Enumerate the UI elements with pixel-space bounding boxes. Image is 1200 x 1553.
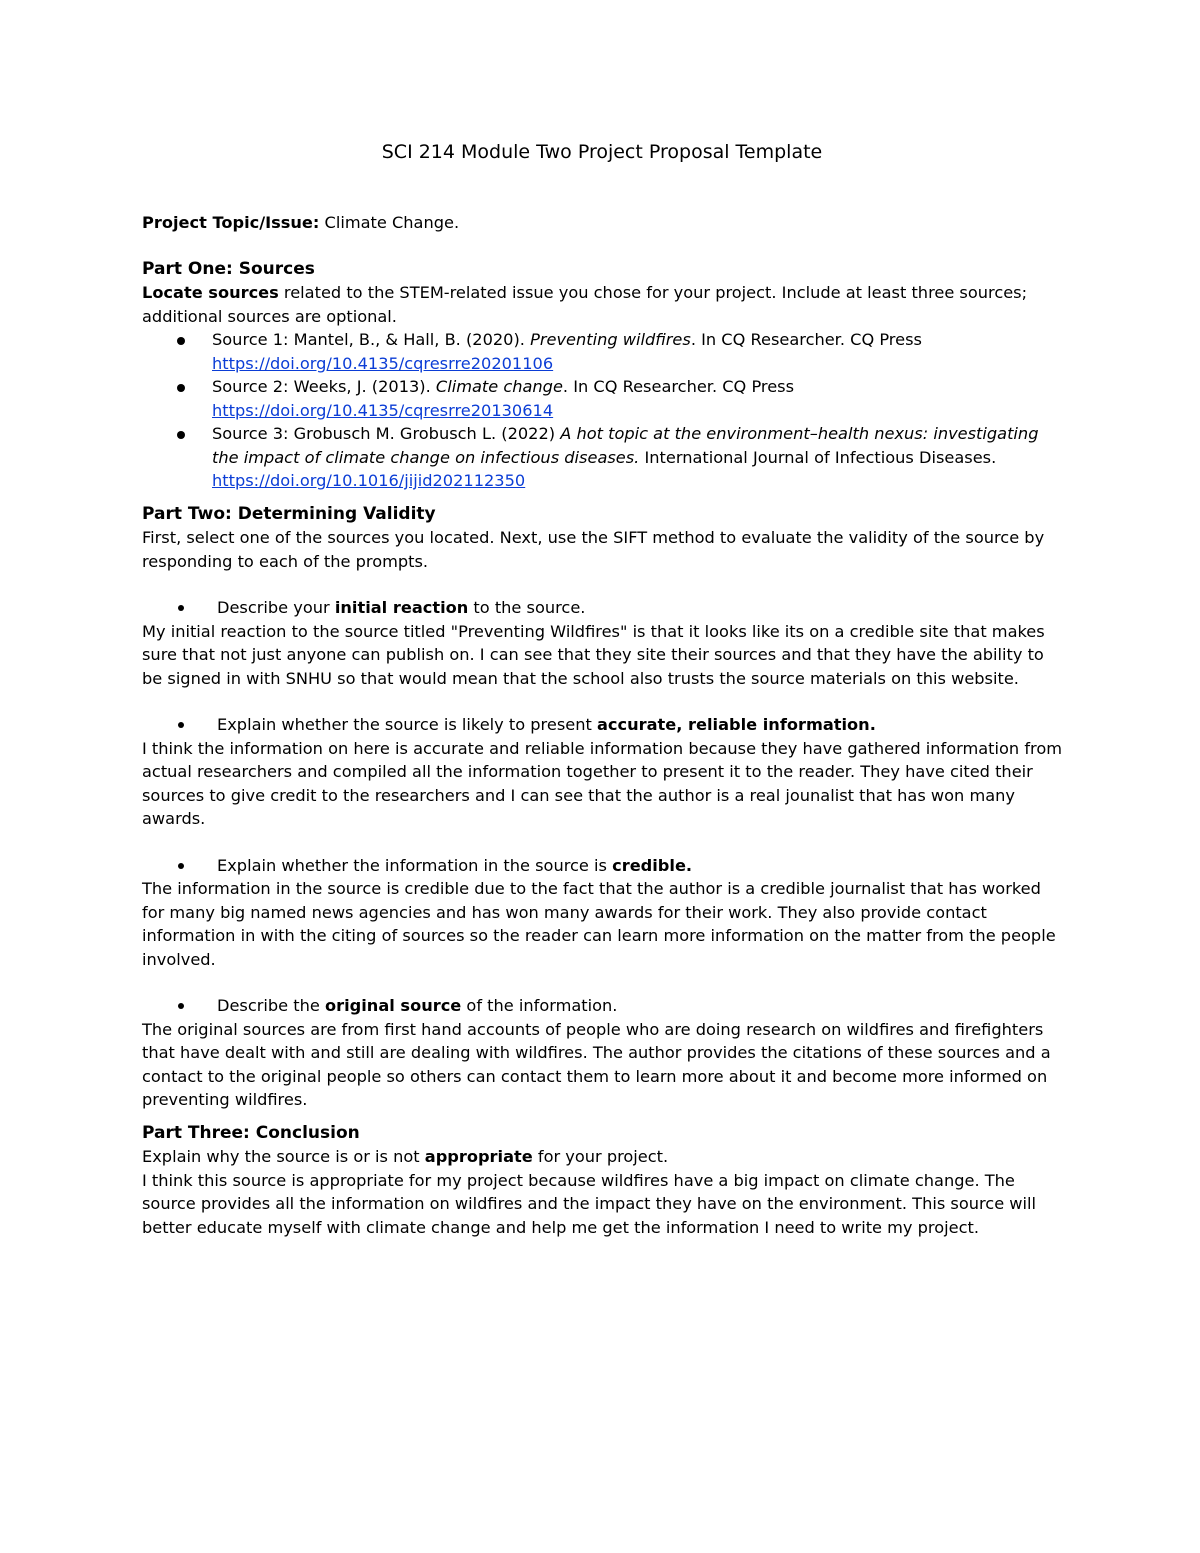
part-two-intro: First, select one of the sources you located. Next, use the SIFT method to evaluate the validity of the source by responding to each of the prompts. <box>142 528 1045 571</box>
prompt-key: appropriate <box>424 1147 533 1166</box>
prompt-accurate-reliable <box>142 713 1062 737</box>
prompt-after: of the information. <box>461 996 618 1015</box>
source-item <box>212 328 1062 375</box>
answer-conclusion: I think this source is appropriate for my project because wildfires have a big impact on climate change. The source provides all the information on wildfires and the impact they have on the environment. This source will better educate myself with climate change and help me get the information I need to write my project. <box>142 1170 1037 1237</box>
prompt-initial-reaction <box>142 596 1062 620</box>
part-one-intro <box>142 281 1062 328</box>
project-topic-value: Climate Change. <box>324 213 460 232</box>
prompt-after: for your project. <box>532 1147 669 1166</box>
source-prefix: Source 2: Weeks, J. (2013). <box>212 377 436 396</box>
source-prefix: Source 1: Mantel, B., & Hall, B. (2020). <box>212 330 531 349</box>
answer-original-source: The original sources are from first hand accounts of people who are doing research on wildfires and firefighters that have dealt with and still are dealing with wildfires. The author provides the citations of these sources and a contact to the original people so others can contact them to learn more about it and become more informed on preventing wildfires. <box>142 1019 1051 1109</box>
prompt-original-source <box>142 994 1062 1018</box>
spacer <box>142 573 1062 596</box>
part-one-intro-bold: Locate sources <box>142 283 279 302</box>
prompt-key: credible. <box>612 855 693 875</box>
prompt-before: Explain why the source is or is not <box>142 1147 425 1166</box>
source-suffix: International Journal of Infectious Diseases. <box>639 447 997 467</box>
document-title: SCI 214 Module Two Project Proposal Template <box>381 141 823 163</box>
prompt-before: Explain whether the source is likely to present <box>217 715 597 734</box>
project-topic-line <box>142 211 1062 235</box>
spacer <box>142 831 1062 854</box>
source-link[interactable]: https://doi.org/10.4135/cqresrre20201106 <box>212 353 554 373</box>
source-suffix: . In CQ Researcher. CQ Press <box>690 330 922 349</box>
prompt-after: to the source. <box>468 598 586 617</box>
source-title: Climate change <box>435 377 563 396</box>
source-item <box>212 422 1062 493</box>
source-title: A hot topic at the environment–health nexus: investigating the impact of climate change on infectious diseases. <box>212 424 1039 467</box>
prompt-key: original source <box>325 996 462 1015</box>
prompt-before: Describe the <box>217 996 326 1015</box>
document-content <box>142 139 1062 1239</box>
spacer <box>142 1112 1062 1122</box>
part-three-heading: Part Three: Conclusion <box>142 1122 360 1143</box>
part-two-heading: Part Two: Determining Validity <box>142 503 436 524</box>
source-item <box>212 375 1062 422</box>
part-one-heading: Part One: Sources <box>142 258 315 279</box>
spacer <box>142 690 1062 713</box>
answer-initial-reaction: My initial reaction to the source titled "Preventing Wildfires" is that it looks like its on a credible site that makes sure that not just anyone can publish on. I can see that they site their sources and that they have the ability to be signed in with SNHU so that would mean that the school also trusts the source materials on this website. <box>142 621 1045 688</box>
source-suffix: . In CQ Researcher. CQ Press <box>562 377 795 396</box>
answer-credible: The information in the source is credible due to the fact that the author is a credible journalist that has worked for many big named news agencies and has won many awards for their work. They also provide contact information in with the citing of sources so the reader can learn more information on the matter from the people involved. <box>142 879 1056 969</box>
answer-accurate-reliable: I think the information on here is accurate and reliable information because they have gathered information from actual researchers and compiled all the information together to present it to the reader. They have cited their sources to give credit to the researchers and I can see that the author is a real jounalist that has won many awards. <box>142 738 1063 828</box>
source-prefix: Source 3: Grobusch M. Grobusch L. (2022) <box>212 424 561 443</box>
sources-list <box>142 328 1062 493</box>
source-link[interactable]: https://doi.org/10.4135/cqresrre20130614 <box>212 400 554 420</box>
prompt-credible <box>142 854 1062 878</box>
prompt-key: accurate, reliable information. <box>596 715 876 734</box>
part-one-intro-rest: related to the STEM-related issue you chose for your project. Include at least three sources; additional sources are optional. <box>142 283 1028 326</box>
project-topic-label: Project Topic/Issue: <box>142 213 320 232</box>
spacer <box>142 235 1062 258</box>
part-three-prompt <box>142 1145 1062 1169</box>
spacer <box>142 493 1062 503</box>
source-link[interactable]: https://doi.org/10.1016/jijid202112350 <box>212 471 526 490</box>
source-title: Preventing wildfires <box>530 330 691 349</box>
prompt-before: Describe your <box>217 598 335 617</box>
prompt-before: Explain whether the information in the source is <box>217 855 613 875</box>
spacer <box>142 971 1062 994</box>
prompt-key: initial reaction <box>334 598 469 617</box>
